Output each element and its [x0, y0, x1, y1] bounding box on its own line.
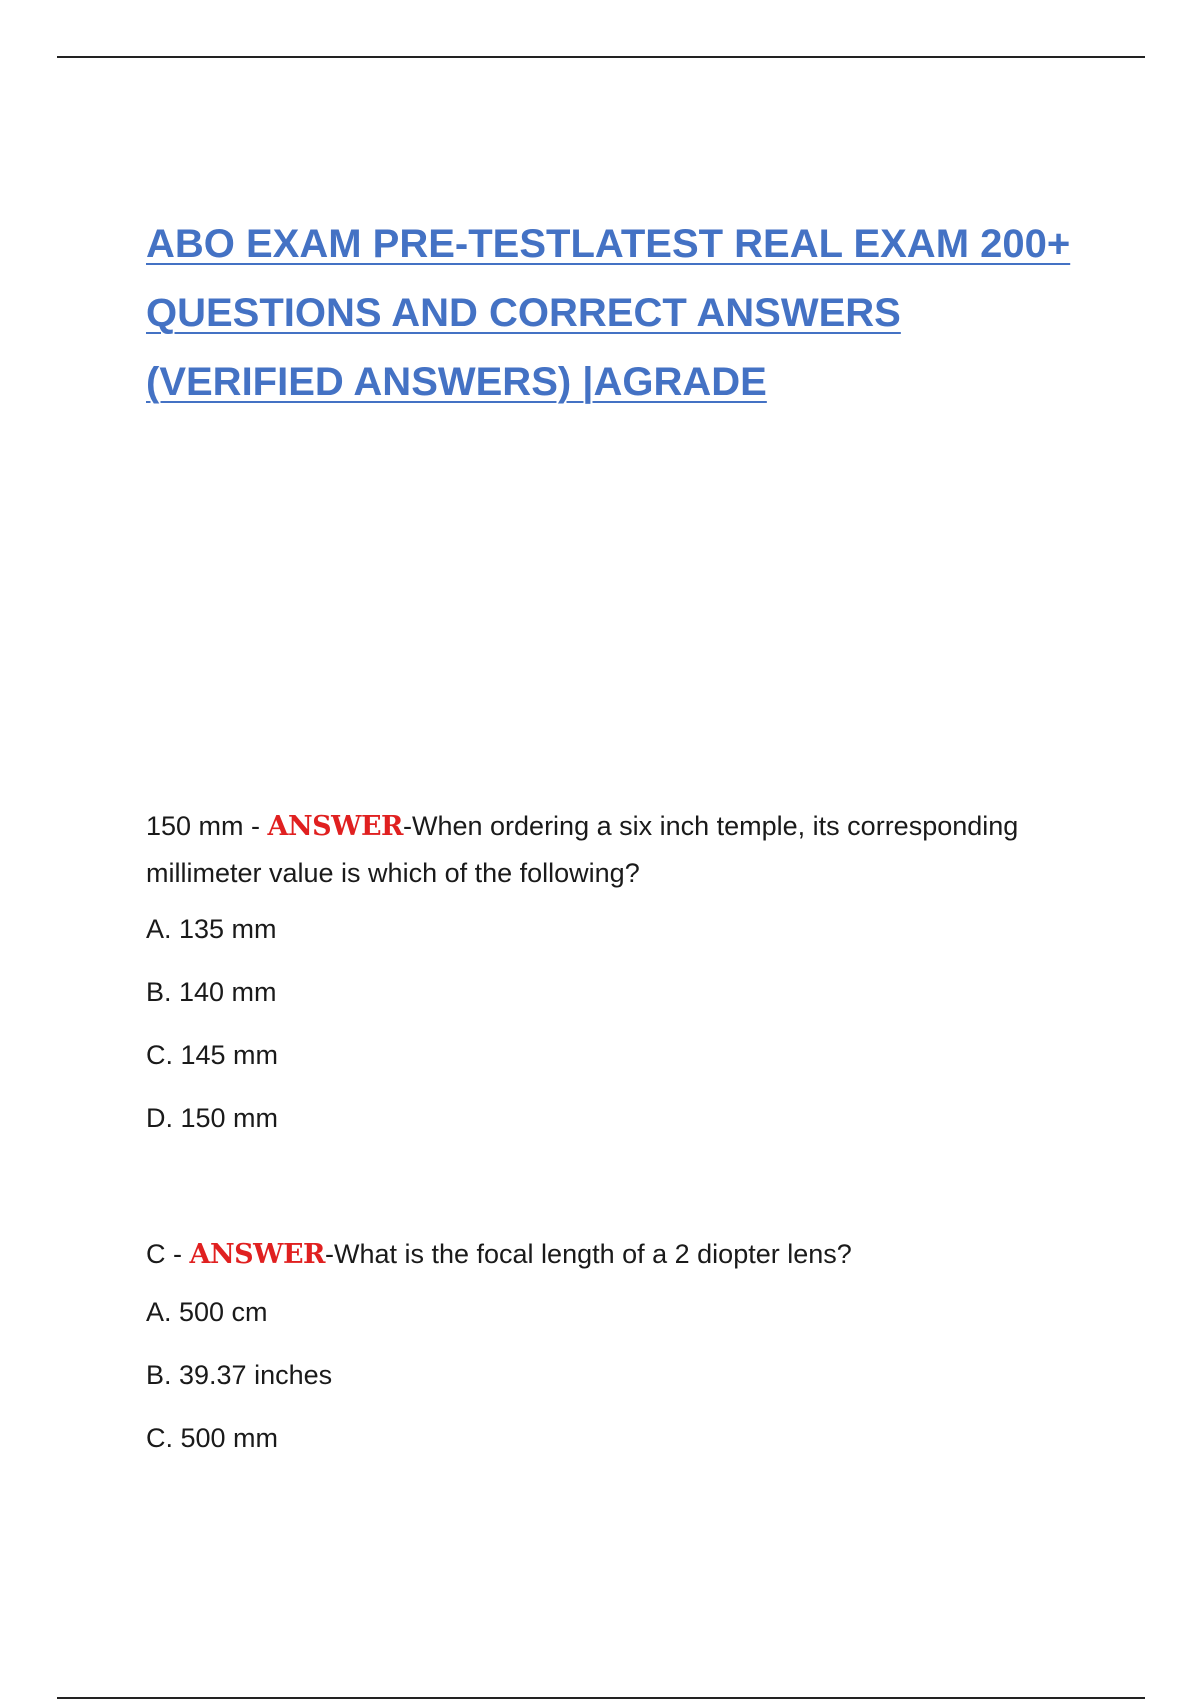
question-text: -When ordering a six inch temple, its corresponding millimeter value is which of the following? — [146, 811, 1019, 888]
title-line: (VERIFIED ANSWERS) |AGRADE — [146, 360, 767, 404]
question-block — [146, 1231, 1106, 1486]
answer-value: 150 mm - — [146, 811, 268, 841]
answer-tag: ANSWER — [189, 1239, 325, 1270]
option-item: C. 145 mm — [146, 1040, 279, 1070]
answer-tag: ANSWER — [267, 811, 403, 842]
question-block — [146, 803, 1106, 1166]
option-item: C. 500 mm — [146, 1423, 279, 1453]
option-list — [146, 1297, 1106, 1454]
question-stem — [146, 1231, 1106, 1278]
answer-value: C - — [146, 1239, 190, 1269]
option-item: A. 135 mm — [146, 914, 277, 944]
option-item: B. 39.37 inches — [146, 1360, 333, 1390]
question-text: -What is the focal length of a 2 diopter lens? — [324, 1239, 852, 1269]
option-item: A. 500 cm — [146, 1297, 268, 1327]
footer-rule — [57, 1697, 1145, 1699]
option-item: D. 150 mm — [146, 1103, 279, 1133]
title-line: QUESTIONS AND CORRECT ANSWERS — [146, 291, 901, 335]
header-rule — [57, 56, 1145, 58]
title-line: ABO EXAM PRE-TESTLATEST REAL EXAM 200+ — [146, 222, 1071, 266]
option-list — [146, 914, 1106, 1134]
option-item: B. 140 mm — [146, 977, 277, 1007]
document-title — [146, 210, 1106, 417]
question-stem — [146, 803, 1106, 897]
